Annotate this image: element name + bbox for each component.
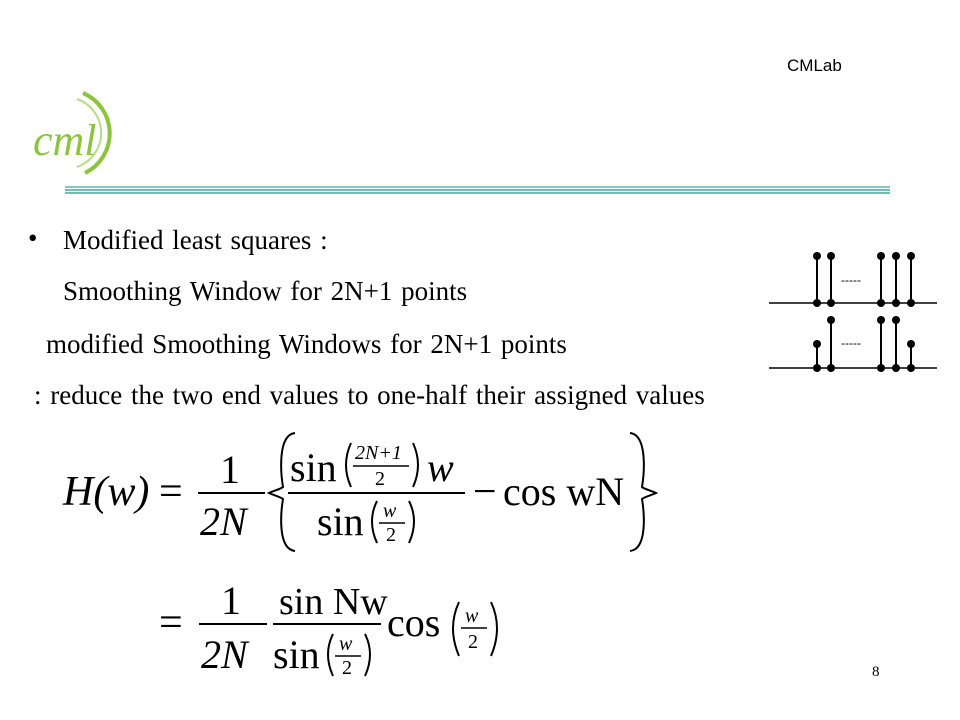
- svg-text:w: w: [339, 633, 353, 655]
- ellipsis-1: -----: [841, 273, 861, 287]
- equals-1: =: [159, 469, 183, 515]
- svg-text:w: w: [383, 500, 397, 522]
- sin-den-2: sin: [273, 632, 320, 677]
- smoothing-window-diagram: [769, 252, 937, 307]
- sin-num: sin: [290, 445, 337, 490]
- svg-text:2: 2: [468, 631, 478, 653]
- lab-name: CMLab: [787, 56, 842, 75]
- paren-open: [346, 443, 351, 487]
- minus: −: [473, 469, 497, 515]
- formula-simplified: [155, 572, 515, 687]
- denominator-2n-2: 2N: [201, 632, 248, 677]
- text-line-2: Smoothing Window for 2N+1 points: [63, 276, 468, 306]
- svg-text:w: w: [465, 605, 479, 627]
- cos-wn: cos wN: [503, 469, 625, 514]
- lhs: H(w): [63, 469, 150, 515]
- sin-nw: sin Nw: [279, 581, 388, 623]
- numerator-one-2: 1: [221, 578, 241, 623]
- text-line-1: Modified least squares :: [63, 225, 328, 255]
- window-diagrams: [765, 245, 940, 375]
- paren-close: [413, 443, 418, 487]
- sin-den: sin: [317, 499, 364, 544]
- text-line-4: : reduce the two end values to one-half their assigned values: [34, 380, 705, 410]
- header-divider: [65, 186, 890, 196]
- ellipsis-2: -----: [841, 336, 861, 350]
- cml-logo: [25, 85, 135, 180]
- cos-final: cos: [387, 600, 441, 645]
- numerator-one: 1: [220, 447, 240, 492]
- frac-num: 2N+1: [355, 442, 402, 464]
- right-brace: [630, 433, 656, 551]
- page-number: 8: [872, 664, 880, 680]
- svg-text:2: 2: [342, 657, 352, 679]
- modified-window-diagram: [769, 316, 937, 372]
- w-var: w: [427, 445, 454, 490]
- formula-h-of-w: [55, 425, 665, 555]
- logo-text: cml: [33, 116, 97, 165]
- text-line-3: modified Smoothing Windows for 2N+1 points: [46, 329, 567, 359]
- frac-den: 2: [375, 468, 385, 490]
- svg-text:2: 2: [386, 524, 396, 546]
- equals-2: =: [159, 600, 183, 646]
- bullet: •: [28, 223, 38, 253]
- denominator-2n: 2N: [200, 499, 247, 544]
